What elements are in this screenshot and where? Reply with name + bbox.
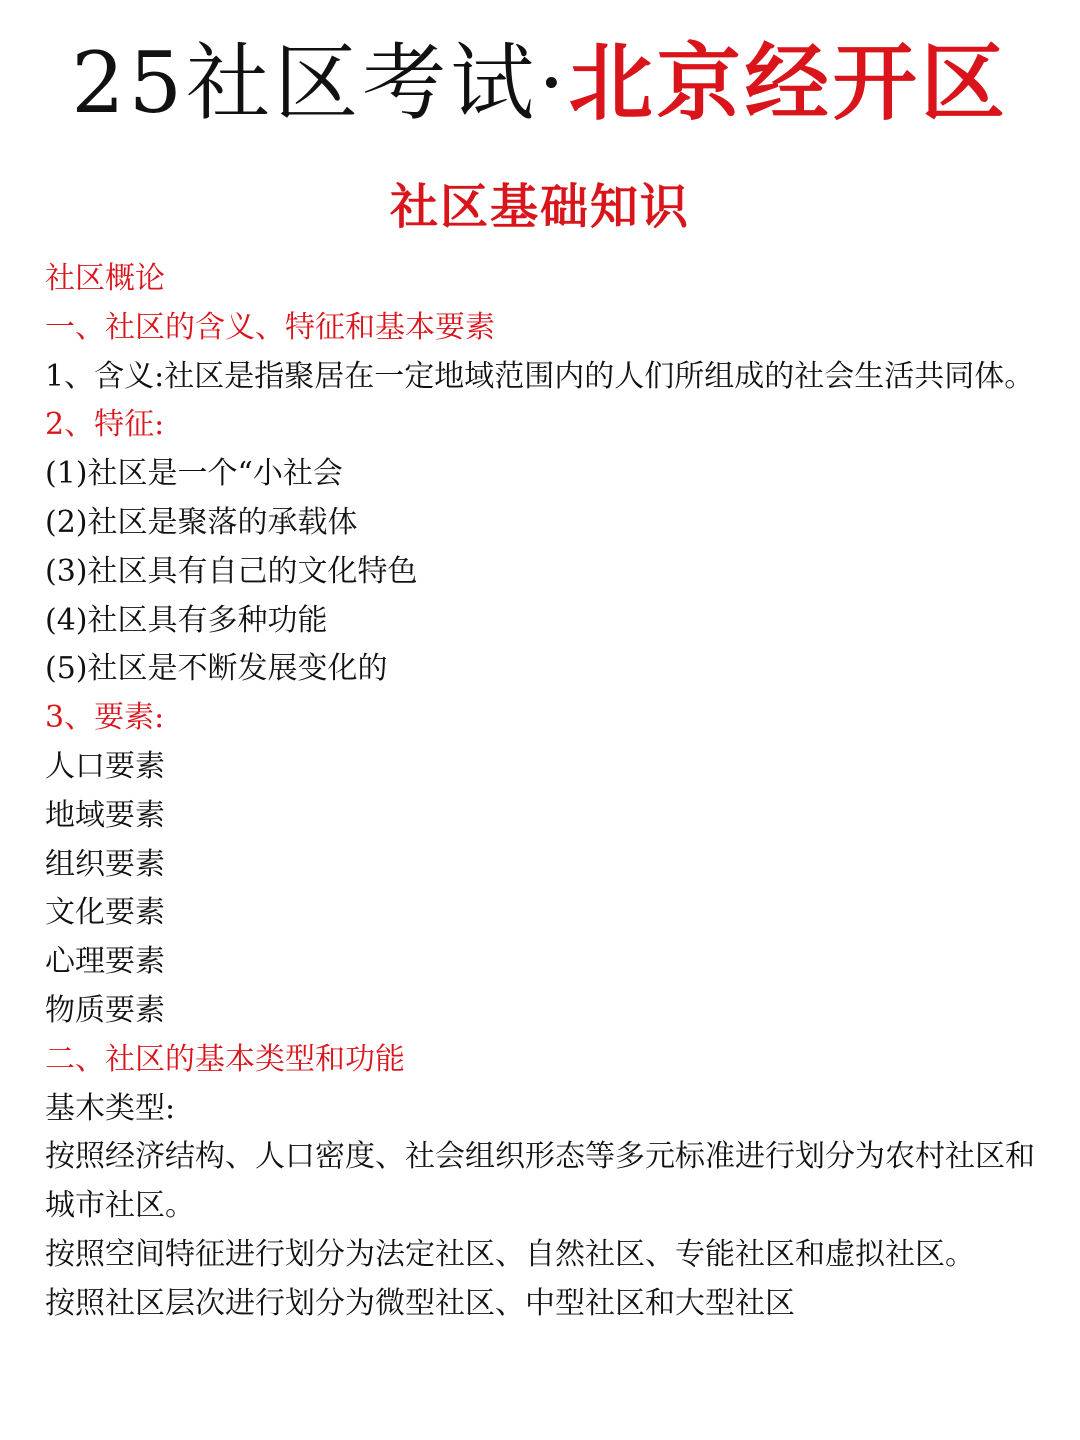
element-item: 地域要素 (45, 797, 165, 833)
page-subtitle: 社区基础知识 (389, 179, 690, 235)
element-item: 心理要素 (45, 944, 165, 980)
section1-heading: 一、社区的含义、特征和基本要素 (45, 309, 495, 345)
element-item: 组织要素 (45, 846, 165, 882)
element-item: 文化要素 (45, 895, 165, 931)
feature-item: (1)社区是一个“小社会 (45, 456, 343, 492)
element-item: 物质要素 (45, 992, 165, 1028)
section-label: 社区概论 (45, 261, 165, 296)
element-item: 人口要素 (45, 748, 165, 784)
type-item: 按照空间特征进行划分为法定社区、自然社区、专能社区和虚拟社区。 (45, 1236, 975, 1272)
type-item: 按照经济结构、人口密度、社会组织形态等多元标准进行划分为农村社区和城市社区。 (45, 1139, 1035, 1224)
feature-item: (5)社区是不断发展变化的 (45, 651, 388, 687)
title-highlight: 北京经开区 (568, 33, 1009, 132)
elements-heading: 3、要素: (45, 700, 165, 736)
feature-item: (2)社区是聚落的承载体 (45, 504, 358, 540)
document-body (45, 255, 1040, 1329)
title-main: 25社区考试· (71, 34, 569, 132)
section2-heading: 二、社区的基本类型和功能 (45, 1041, 405, 1077)
feature-item: (3)社区具有自己的文化特色 (45, 553, 418, 589)
feature-item: (4)社区具有多种功能 (45, 602, 328, 638)
types-label: 基木类型: (45, 1090, 176, 1126)
page-title (0, 28, 1080, 138)
features-heading: 2、特征: (45, 407, 165, 443)
type-item: 按照社区层次进行划分为微型社区、中型社区和大型社区 (45, 1285, 795, 1321)
definition-text: 1、含义:社区是指聚居在一定地域范围内的人们所组成的社会生活共同体。 (45, 358, 1035, 394)
